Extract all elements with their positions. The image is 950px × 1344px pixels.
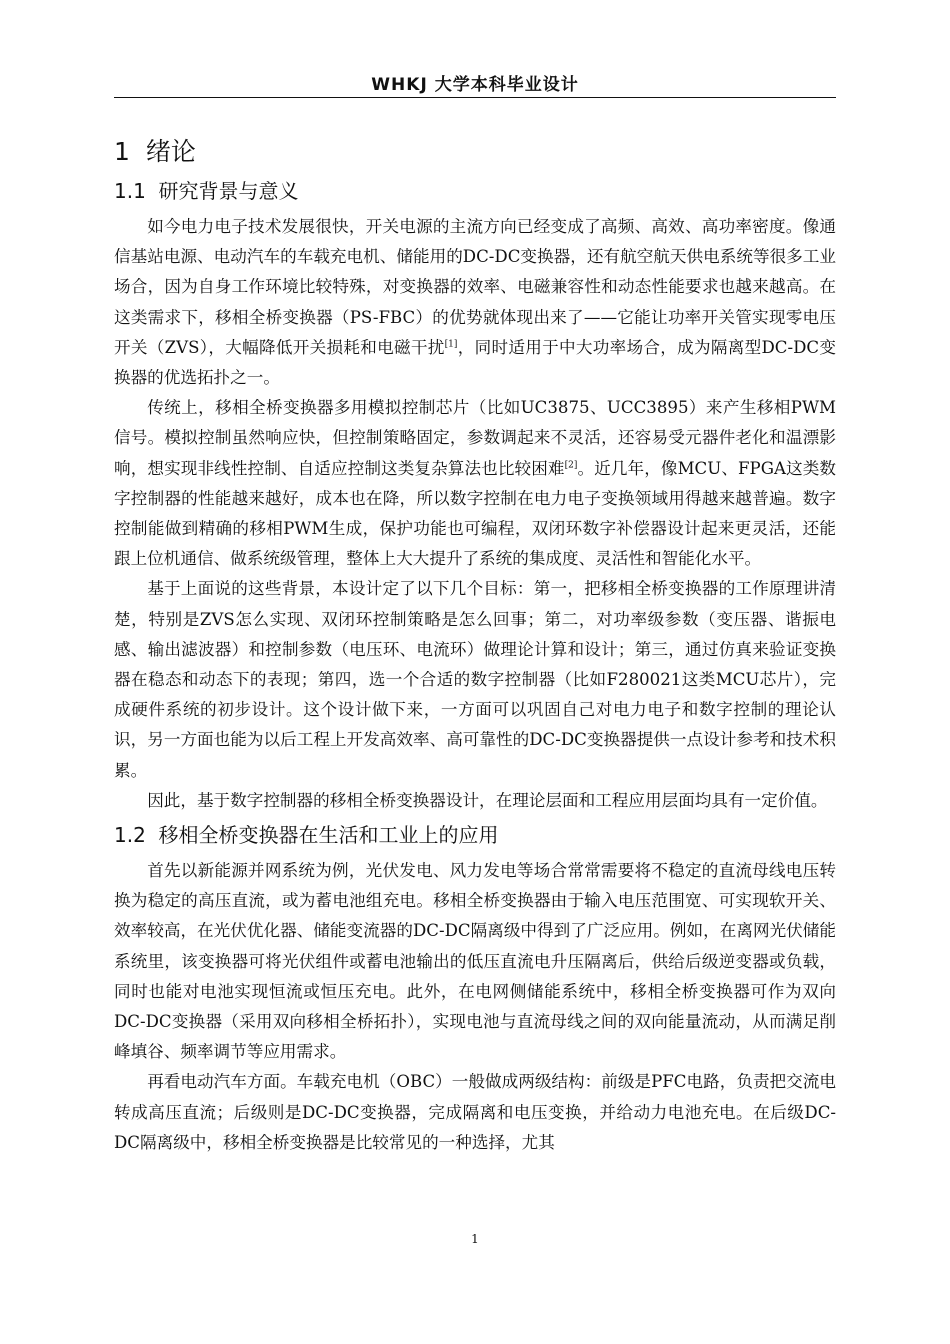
paragraph-text: 如今电力电子技术发展很快，开关电源的主流方向已经变成了高频、高效、高功率密度。像通信基站电源、电动汽车的车载充电机、储能用的DC-DC变换器，还有航空航天供电系统等很多工业场合，因为自身工作环境比较特殊，对变换器的效率、电磁兼容性和动态性能要求也越来越高。在这类需求下，移相全桥变换器（PS-FBC）的优势就体现出来了——它能让功率开关管实现零电压开关（ZVS），大幅降低开关损耗和电磁干扰 [114, 217, 836, 357]
section-number: 1.2 [114, 823, 146, 848]
chapter-number: 1 [114, 137, 130, 166]
section-title: 研究背景与意义 [158, 179, 299, 203]
chapter-heading [114, 132, 836, 172]
chapter-title: 绪论 [145, 137, 196, 166]
paragraph-text: ，同时适用于中大功率场合，成为隔离型DC-DC变换器的优选拓扑之一。 [114, 337, 836, 388]
paragraph-text: 传统上，移相全桥变换器多用模拟控制芯片（比如UC3875、UCC3895）来产生移相PWM信号。模拟控制虽然响应快，但控制策略固定，参数调起来不灵活，还容易受元器件老化和温漂影响，想实现非线性控制、自适应控制这类复杂算法也比较困难 [114, 398, 836, 478]
paragraph-6: 再看电动汽车方面。车载充电机（OBC）一般做成两级结构：前级是PFC电路，负责把交流电转成高压直流；后级则是DC-DC变换器，完成隔离和电压变换，并给动力电池充电。在后级DC-DC隔离级中，移相全桥变换器是比较常见的一种选择，尤其 [114, 1072, 836, 1152]
section-title: 移相全桥变换器在生活和工业上的应用 [158, 823, 499, 848]
paragraph-1 [114, 212, 836, 393]
paragraph-4: 因此，基于数字控制器的移相全桥变换器设计，在理论层面和工程应用层面均具有一定价值。 [147, 790, 828, 810]
section-heading-1-2 [114, 818, 836, 852]
citation-ref[interactable]: [1] [444, 339, 458, 350]
header-rule [114, 97, 836, 98]
paragraph-text: 。近几年，像MCU、FPGA这类数字控制器的性能越来越好，成本也在降，所以数字控制在电力电子变换领域用得越来越普遍。数字控制能做到精确的移相PWM生成，保护功能也可编程，双闭环数字补偿器设计起来更灵活，还能跟上位机通信、做系统级管理，整体上大大提升了系统的集成度、灵活性和智能化水平。 [114, 458, 837, 569]
page-number: 1 [471, 1232, 479, 1246]
section-number: 1.1 [114, 179, 146, 203]
page-content [114, 132, 836, 1158]
paragraph-5: 首先以新能源并网系统为例，光伏发电、风力发电等场合常常需要将不稳定的直流母线电压转换为稳定的高压直流，或为蓄电池组充电。移相全桥变换器由于输入电压范围宽、可实现软开关、效率较高，在光伏优化器、储能变流器的DC-DC隔离级中得到了广泛应用。例如，在离网光伏储能系统里，该变换器可将光伏组件或蓄电池输出的低压直流电升压隔离后，供给后级逆变器或负载，同时也能对电池实现恒流或恒压充电。此外，在电网侧储能系统中，移相全桥变换器可作为双向DC-DC变换器（采用双向移相全桥拓扑），实现电池与直流母线之间的双向能量流动，从而满足削峰填谷、频率调节等应用需求。 [114, 861, 836, 1062]
section-heading-1-1 [114, 174, 836, 208]
citation-ref[interactable]: [2] [564, 460, 578, 471]
running-header: WHKJ 大学本科毕业设计 [371, 75, 579, 95]
paragraph-2 [114, 393, 836, 574]
paragraph-3: 基于上面说的这些背景，本设计定了以下几个目标：第一，把移相全桥变换器的工作原理讲清楚，特别是ZVS怎么实现、双闭环控制策略是怎么回事；第二，对功率级参数（变压器、谐振电感、输出滤波器）和控制参数（电压环、电流环）做理论计算和设计；第三，通过仿真来验证变换器在稳态和动态下的表现；第四，选一个合适的数字控制器（比如F280021这类MCU芯片），完成硬件系统的初步设计。这个设计做下来，一方面可以巩固自己对电力电子和数字控制的理论认识，另一方面也能为以后工程上开发高效率、高可靠性的DC-DC变换器提供一点设计参考和技术积累。 [114, 579, 836, 780]
